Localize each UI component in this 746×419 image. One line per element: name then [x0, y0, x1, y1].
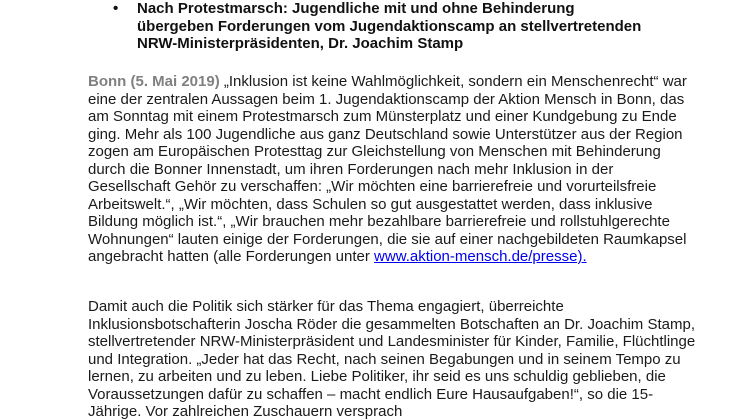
press-link[interactable]: www.aktion-mensch.de/presse). — [374, 248, 587, 265]
dateline: Bonn (5. Mai 2019) — [88, 73, 224, 90]
bullet-marker-icon: • — [113, 0, 119, 17]
body-paragraph-2: Damit auch die Politik sich stärker für das Thema engagiert, überreichte Inklusionsbotschafterin Joscha Röder die gesammelten Botschaften an Dr. Joachim Stamp, stellvertretender NRW-Ministerpräsident und Landesminister für Kinder, Familie, Flüchtlinge und Integration. „Jeder hat das Recht, nach seinen Begabungen und in seinem Tempo zu lernen, zu arbeiten und zu leben. Liebe Politiker, ihr seid es uns schuldig geblieben, die Voraussetzungen dafür zu schaffen – macht endlich Eure Hausaufgaben!“, so die 15-Jährige. Vor zahlreichen Zuschauern versprach — [88, 298, 696, 419]
headline-bullet-item — [113, 0, 658, 53]
paragraph-1-text: „Inklusion ist keine Wahlmöglichkeit, sondern ein Menschenrecht“ war eine der zentralen Aussagen beim 1. Jugendaktionscamp der Aktion Mensch in Bonn, das am Sonntag mit einem Protestmarsch zum Münsterplatz und einer Kundgebung zu Ende ging. Mehr als 100 Jugendliche aus ganz Deutschland sowie Unterstützer aus der Region zogen am Europäischen Protesttag zur Gleichstellung von Menschen mit Behinderung durch die Bonner Innenstadt, um ihren Forderungen nach mehr Inklusion in der Gesellschaft Gehör zu verschaffen: „Wir möchten eine barrierefreie und vorurteilsfreie Arbeitswelt.“, „Wir möchten, dass Schulen so gut ausgestattet werden, dass inklusive Bildung möglich ist.“, „Wir brauchen mehr bezahlbare barrierefreie und rollstuhlgerechte Wohnungen“ lauten einige der Forderungen, die sie auf einer nachgebildeten Raumkapsel angebracht hatten (alle Forderungen unter — [88, 73, 687, 265]
headline-text: Nach Protestmarsch: Jugendliche mit und ohne Behinderung übergeben Forderungen vom Jugendaktionscamp an stellvertretenden NRW-Ministerpräsidenten, Dr. Joachim Stamp — [137, 0, 642, 52]
body-paragraph-1 — [88, 73, 700, 266]
